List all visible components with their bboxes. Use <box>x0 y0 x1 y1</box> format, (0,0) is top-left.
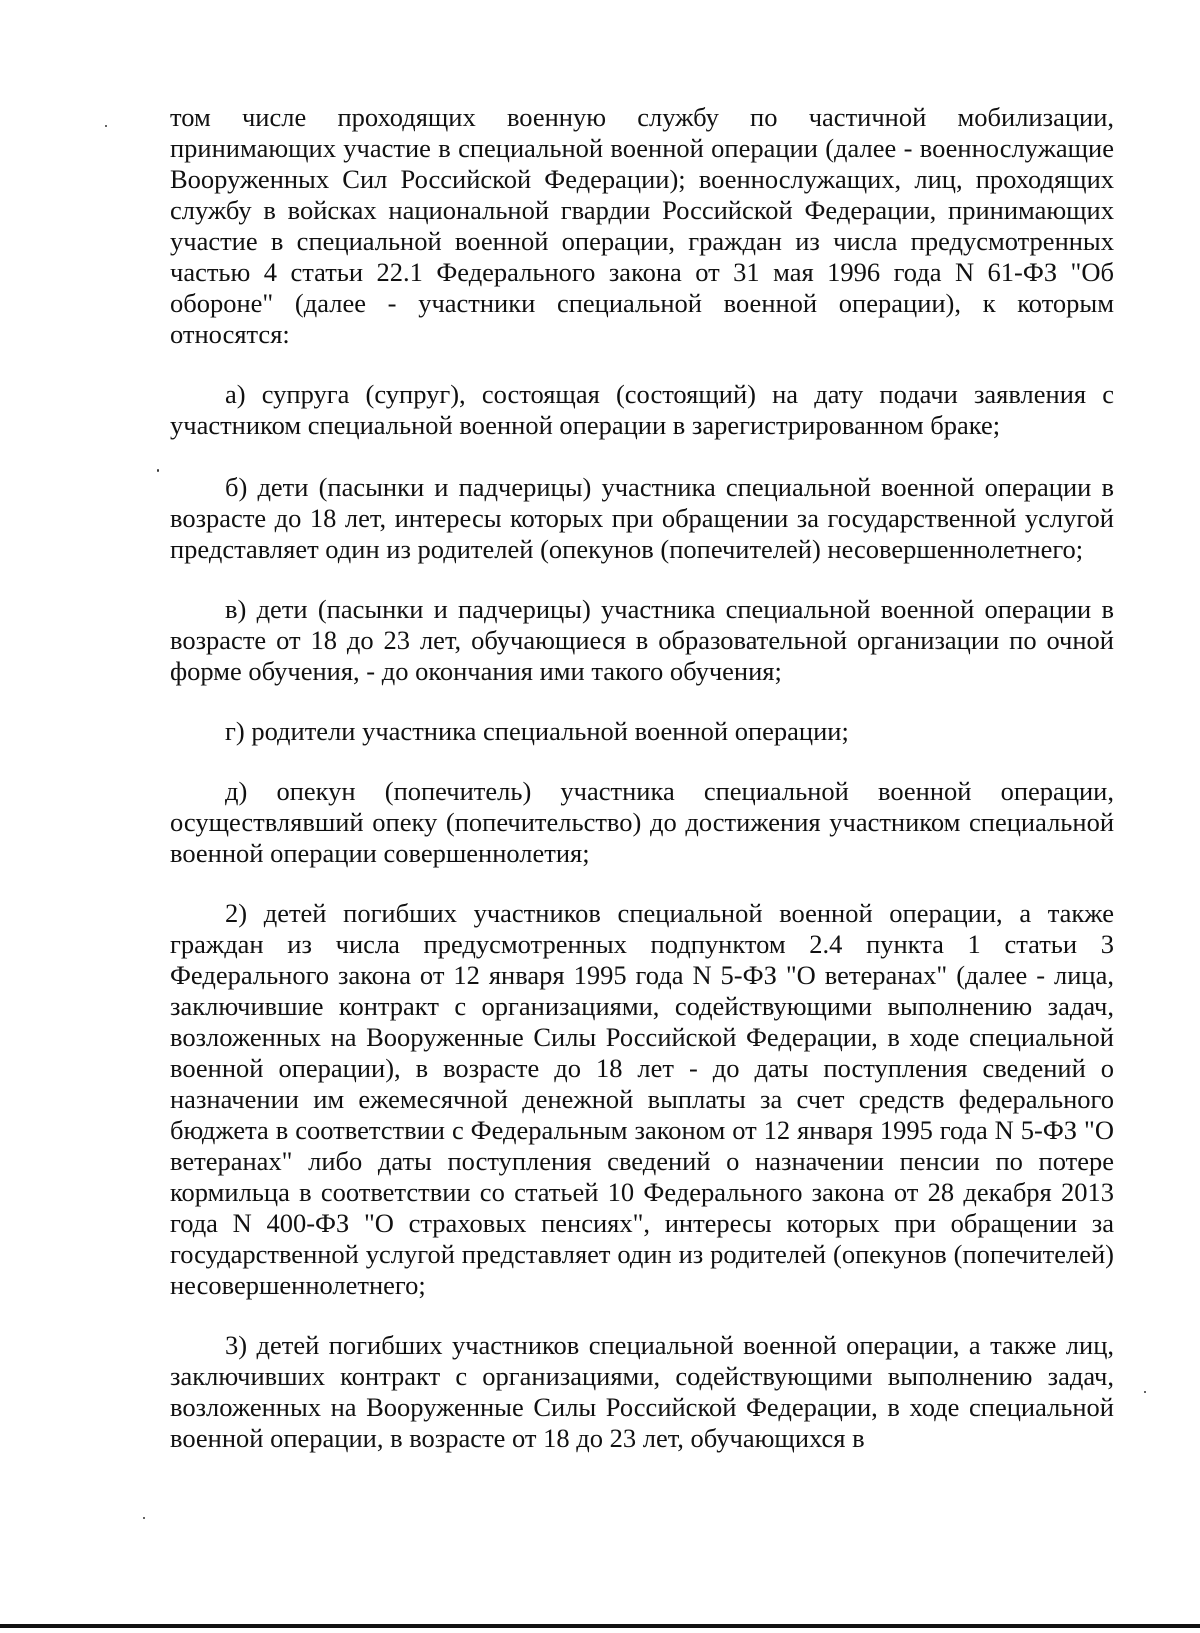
paragraph-point-2: 2) детей погибших участников специальной военной операции, а также граждан из числа предусмотренных подпунктом 2.4 пункта 1 статьи 3 Федерального закона от 12 января 1995 года N 5-ФЗ "О ветеранах" (далее - лица, заключившие контракт с организациями, содействующими выполнению задач, возложенных на Вооруженные Силы Российской Федерации, в ходе специальной военной операции), в возрасте до 18 лет - до даты поступления сведений о назначении им ежемесячной денежной выплаты за счет средств федерального бюджета в соответствии с Федеральным законом от 12 января 1995 года N 5-ФЗ "О ветеранах" либо даты поступления сведений о назначении пенсии по потере кормильца в соответствии со статьей 10 Федерального закона от 28 декабря 2013 года N 400-ФЗ "О страховых пенсиях", интересы которых при обращении за государственной услугой представляет один из родителей (опекунов (попечителей) несовершеннолетнего; <box>170 898 1114 1300</box>
scan-speck <box>105 125 107 127</box>
paragraph-point-3: 3) детей погибших участников специальной военной операции, а также лиц, заключивших контракт с организациями, содействующими выполнению задач, возложенных на Вооруженные Силы Российской Федерации, в ходе специальной военной операции, в возрасте от 18 до 23 лет, обучающихся в <box>170 1330 1114 1453</box>
document-body <box>170 102 1114 1454</box>
paragraph-gap <box>170 1301 1114 1330</box>
paragraph-gap <box>170 350 1114 379</box>
paragraph-gap <box>170 441 1114 472</box>
scan-speck <box>157 469 159 472</box>
scan-speck <box>143 1517 145 1519</box>
paragraph-continuation: том числе проходящих военную службу по частичной мобилизации, принимающих участие в специальной военной операции (далее - военнослужащие Вооруженных Сил Российской Федерации); военнослужащих, лиц, проходящих службу в войсках национальной гвардии Российской Федерации, принимающих участие в специальной военной операции, граждан из числа предусмотренных частью 4 статьи 22.1 Федерального закона от 31 мая 1996 года N 61-ФЗ "Об обороне" (далее - участники специальной военной операции), к которым относятся: <box>170 102 1114 349</box>
paragraph-item-b: б) дети (пасынки и падчерицы) участника специальной военной операции в возрасте до 18 лет, интересы которых при обращении за государственной услугой представляет один из родителей (опекунов (попечителей) несовершеннолетнего; <box>170 472 1114 564</box>
scan-speck <box>1144 1391 1146 1393</box>
paragraph-item-g: г) родители участника специальной военной операции; <box>225 716 849 746</box>
paragraph-item-d: д) опекун (попечитель) участника специальной военной операции, осуществлявший опеку (попечительство) до достижения участником специальной военной операции совершеннолетия; <box>170 776 1114 868</box>
paragraph-gap <box>170 687 1114 716</box>
paragraph-item-a: а) супруга (супруг), состоящая (состоящий) на дату подачи заявления с участником специальной военной операции в зарегистрированном браке; <box>170 379 1114 440</box>
paragraph-gap <box>170 565 1114 594</box>
paragraph-item-v: в) дети (пасынки и падчерицы) участника специальной военной операции в возрасте от 18 до 23 лет, обучающиеся в образовательной организации по очной форме обучения, - до окончания ими такого обучения; <box>170 594 1114 686</box>
paragraph-gap <box>170 869 1114 898</box>
scan-bottom-edge <box>0 1624 1200 1628</box>
paragraph-gap <box>170 747 1114 776</box>
